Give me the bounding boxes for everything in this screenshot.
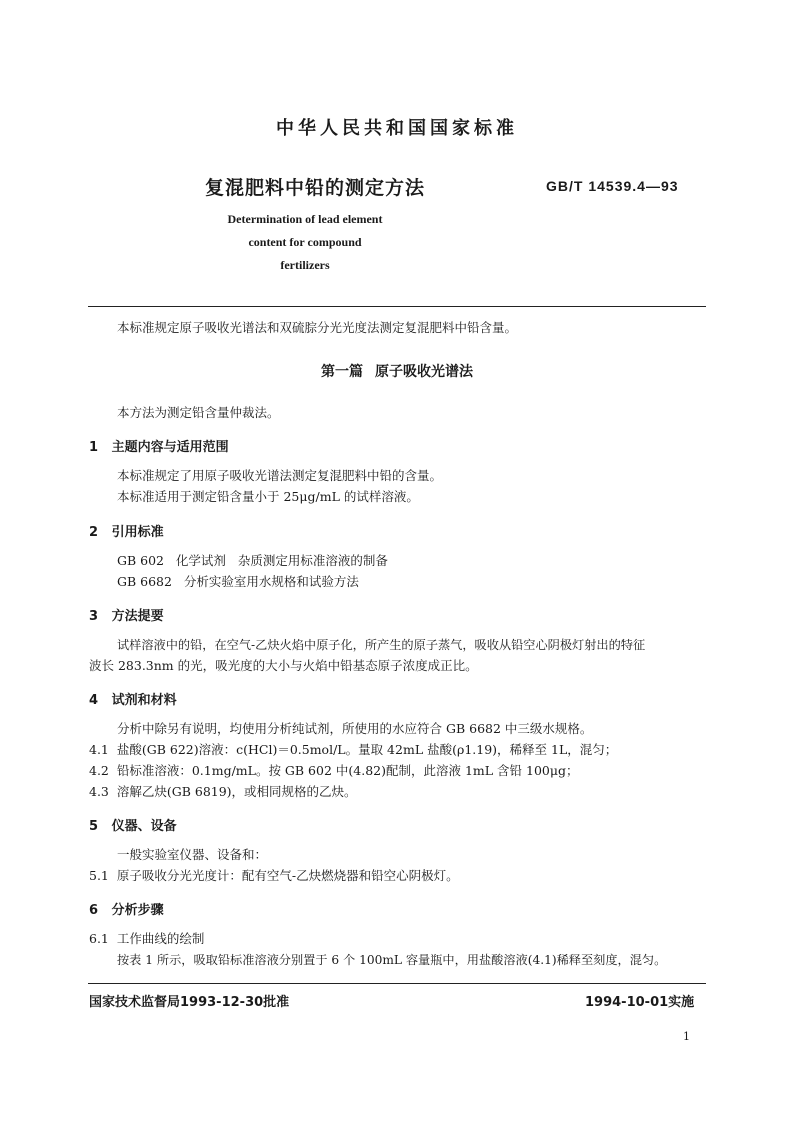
clause-text: 原子吸收分光光度计：配有空气-乙炔燃烧器和铅空心阴极灯。: [116, 868, 459, 883]
clause-number: 5.1: [89, 868, 109, 883]
clause-number: 4.1: [89, 742, 109, 757]
document-title: 复混肥料中铅的测定方法: [205, 177, 426, 199]
intro-paragraph: 本标准规定原子吸收光谱法和双硫腙分光光度法测定复混肥料中铅含量。: [117, 320, 518, 335]
effective-date-line: 1994-10-01实施: [585, 995, 695, 1010]
section-title: 仪器、设备: [111, 819, 177, 834]
clause-4-1: [89, 742, 617, 758]
english-title-line-2: content for compound: [248, 235, 362, 249]
english-title-line-3: fertilizers: [280, 258, 330, 272]
footer-divider: [88, 983, 706, 984]
clause-6-1: [89, 931, 204, 947]
section-number: 2: [89, 525, 99, 540]
english-title-line-1: Determination of lead element: [227, 212, 383, 226]
section-title: 方法提要: [111, 609, 164, 624]
section-6-heading: [89, 899, 164, 918]
section-number: 1: [89, 440, 99, 455]
section-4-intro: 分析中除另有说明，均使用分析纯试剂，所使用的水应符合 GB 6682 中三级水规格。: [117, 721, 593, 736]
section-2-heading: [89, 521, 164, 540]
standard-code: GB/T 14539.4—93: [546, 178, 679, 194]
clause-text: 铅标准溶液：0.1mg/mL。按 GB 602 中(4.82)配制，此溶液 1mL 含铅 100μg；: [116, 763, 579, 778]
clause-4-3: [89, 784, 357, 800]
clause-text: 溶解乙炔(GB 6819)，或相同规格的乙炔。: [116, 784, 357, 799]
section-title: 分析步骤: [111, 903, 164, 918]
section-number: 6: [89, 903, 99, 918]
section-title: 引用标准: [111, 525, 164, 540]
part-name: 原子吸收光谱法: [375, 364, 473, 380]
clause-number: 6.1: [89, 931, 109, 946]
part-heading: [0, 361, 794, 381]
section-6-line: 按表 1 所示，吸取铅标准溶液分别置于 6 个 100mL 容量瓶中，用盐酸溶液(4.1)稀释至刻度，混匀。: [117, 953, 667, 967]
approval-line: 国家技术监督局1993-12-30批准: [89, 995, 290, 1010]
clause-number: 4.3: [89, 784, 109, 799]
section-2-line-2: GB 6682 分析实验室用水规格和试验方法: [117, 574, 359, 589]
section-1-line-1: 本标准规定了用原子吸收光谱法测定复混肥料中铅的含量。: [117, 468, 443, 483]
clause-4-2: [89, 763, 579, 779]
page-number: 1: [683, 1030, 690, 1043]
section-5-intro: 一般实验室仪器、设备和：: [117, 847, 268, 862]
section-3-line-2: 波长 283.3nm 的光，吸光度的大小与火焰中铅基态原子浓度成正比。: [89, 658, 478, 673]
clause-number: 4.2: [89, 763, 109, 778]
section-number: 3: [89, 609, 99, 624]
section-4-heading: [89, 689, 177, 708]
section-title: 试剂和材料: [111, 693, 177, 708]
section-3-heading: [89, 605, 164, 624]
section-3-line-1: 试样溶液中的铅，在空气-乙炔火焰中原子化，所产生的原子蒸气，吸收从铅空心阴极灯射出的特征: [117, 638, 646, 652]
clause-text: 盐酸(GB 622)溶液：c(HCl)＝0.5mol/L。量取 42mL 盐酸(ρ1.19)，稀释至 1L，混匀；: [116, 742, 618, 757]
section-number: 4: [89, 693, 99, 708]
section-title: 主题内容与适用范围: [111, 440, 229, 455]
section-5-heading: [89, 815, 177, 834]
section-2-line-1: GB 602 化学试剂 杂质测定用标准溶液的制备: [117, 553, 388, 568]
header-divider: [88, 306, 706, 307]
standard-org-title: 中华人民共和国国家标准: [276, 118, 518, 139]
part-label: 第一篇: [321, 364, 363, 380]
part-note: 本方法为测定铅含量仲裁法。: [117, 405, 280, 420]
section-1-line-2: 本标准适用于测定铅含量小于 25μg/mL 的试样溶液。: [117, 489, 419, 504]
section-1-heading: [89, 436, 229, 455]
section-number: 5: [89, 819, 99, 834]
clause-5-1: [89, 868, 459, 884]
clause-text: 工作曲线的绘制: [116, 931, 205, 946]
